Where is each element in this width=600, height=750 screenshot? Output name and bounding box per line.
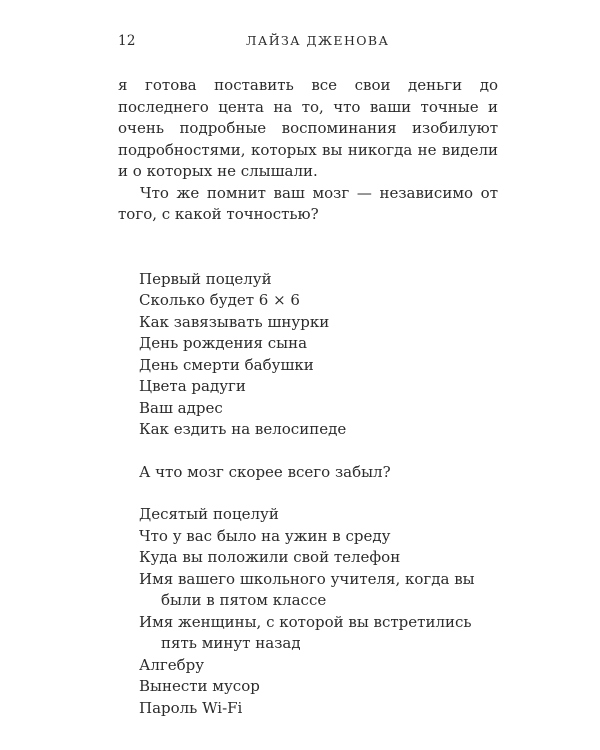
list-item: Как ездить на велосипеде	[139, 420, 347, 438]
page-body	[118, 75, 498, 719]
remembered-list	[118, 269, 498, 441]
list-item: Десятый поцелуй	[139, 505, 279, 523]
intro-paragraph-continued: я готова поставить все свои деньги до последнего цента на то, что ваши точные и очень подробные воспоминания изобилуют подробностями, которых вы никогда не видели и о которых не слышали.	[118, 76, 498, 180]
list-item: Имя женщины, с которой вы встретились пять минут назад	[139, 612, 472, 652]
list-item: Имя вашего школьного учителя, когда вы были в пятом классе	[139, 569, 475, 609]
list-item: Алгебру	[139, 655, 205, 674]
list-item: Сколько будет 6 × 6	[139, 291, 300, 309]
forgotten-list	[118, 504, 498, 719]
list-item: Как завязывать шнурки	[139, 312, 330, 331]
list-item: Что у вас было на ужин в среду	[139, 526, 391, 545]
running-head-author: ЛАЙЗА ДЖЕНОВА	[246, 33, 390, 48]
list-item: Вынести мусор	[139, 677, 260, 695]
list-item: Цвета радуги	[139, 377, 246, 395]
list-item: Пароль Wi-Fi	[139, 698, 243, 717]
forgotten-question: А что мозг скорее всего забыл?	[139, 462, 391, 481]
list-item: Ваш адрес	[139, 398, 223, 417]
list-item: День рождения сына	[139, 334, 308, 352]
list-item: День смерти бабушки	[139, 355, 314, 374]
page-number: 12	[118, 33, 136, 49]
intro-paragraph-question: Что же помнит ваш мозг — независимо от того, с какой точностью?	[118, 183, 498, 223]
list-item: Первый поцелуй	[139, 269, 272, 288]
list-item: Куда вы положили свой телефон	[139, 548, 401, 566]
